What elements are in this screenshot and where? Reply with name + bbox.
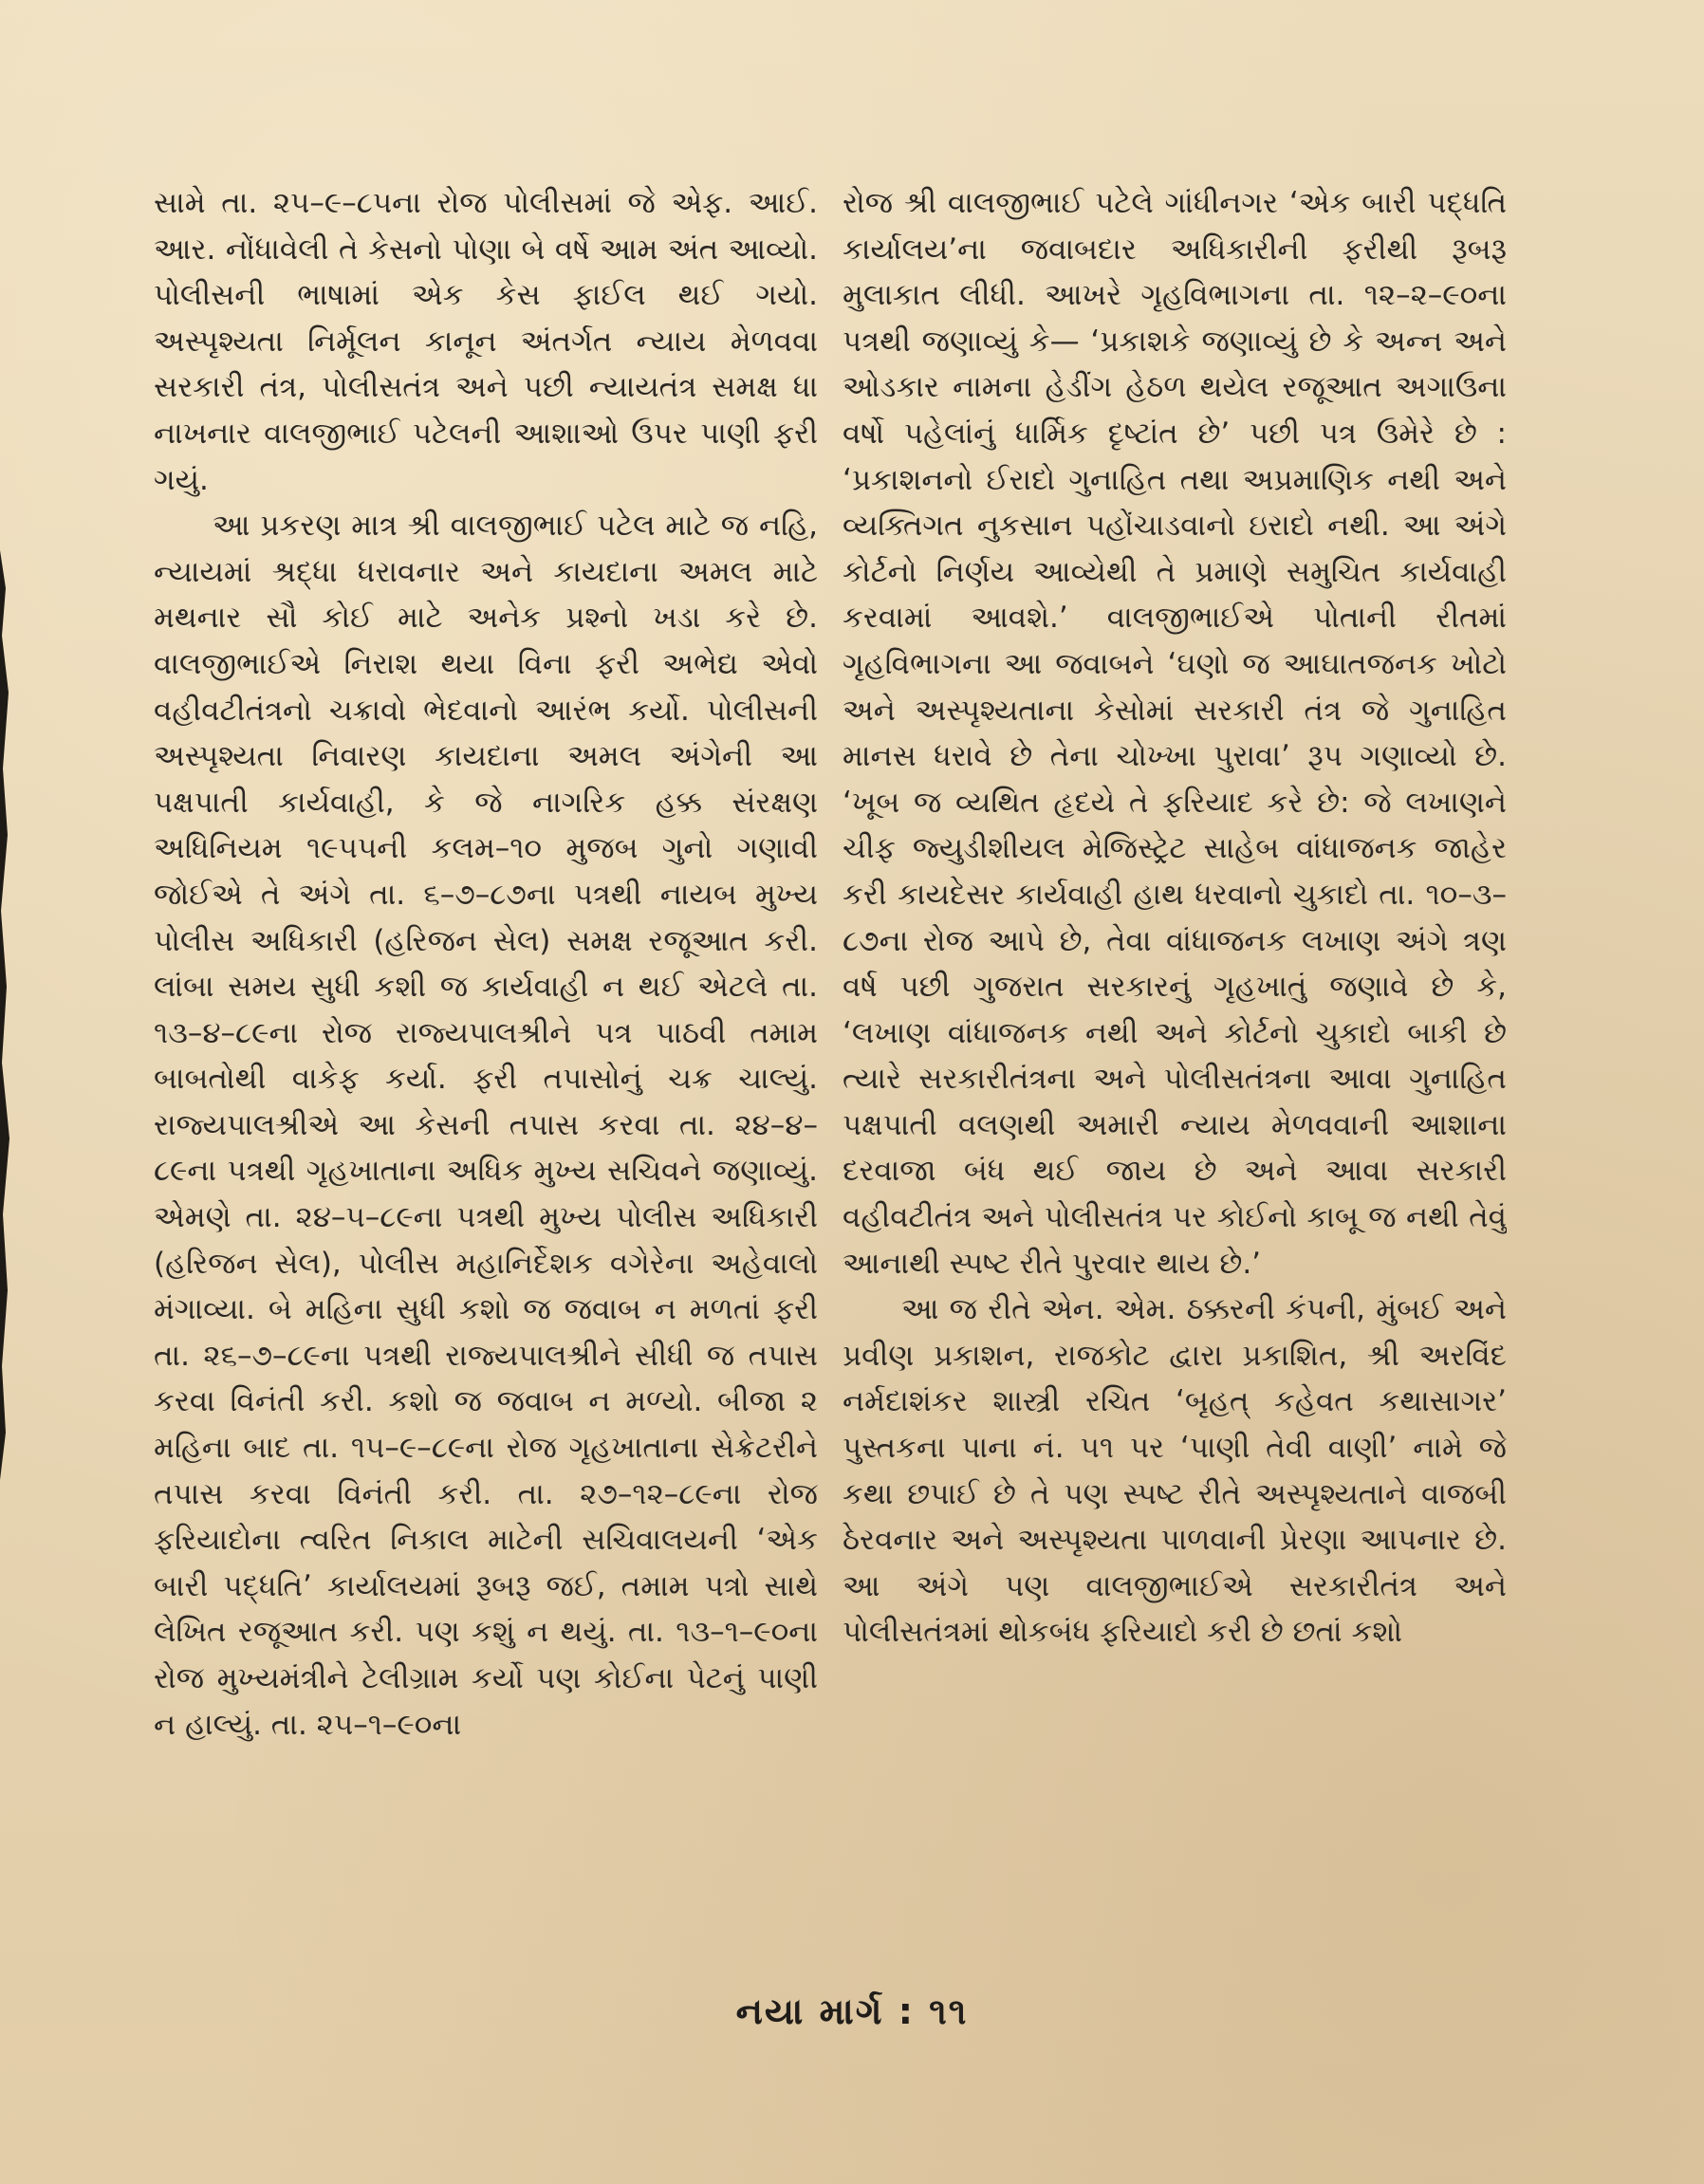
paragraph: સામે તા. ૨૫–૯–૮૫ના રોજ પોલીસમાં જે એફ. આઈ. આર. નોંધાવેલી તે કેસનો પોણા બે વર્ષે આમ અંત આવ્યો. પોલીસની ભાષામાં એક કેસ ફાઈલ થઈ ગયો. અસ્પૃશ્યતા નિર્મૂલન કાનૂન અંતર્ગત ન્યાય મેળવવા સરકારી તંત્ર, પોલીસતંત્ર અને પછી ન્યાયતંત્ર સમક્ષ ધા નાખનાર વાલજીભાઈ પટેલની આશાઓ ઉપર પાણી ફરી ગયું. [154,186,818,497]
paragraph: રોજ શ્રી વાલજીભાઈ પટેલે ગાંધીનગર ‘એક બારી પદ્ધતિ કાર્યાલય’ના જવાબદાર અધિકારીની ફરીથી રૂબરૂ મુલાકાત લીધી. આખરે ગૃહવિભાગના તા. ૧૨–૨–૯૦ના પત્રથી જણાવ્યું કે— ‘પ્રકાશકે જણાવ્યું છે કે અન્ન અને ઓડકાર નામના હેડીંગ હેઠળ થયેલ રજૂઆત અગાઉના વર્ષો પહેલાંનું ધાર્મિક દૃષ્ટાંત છે’ પછી પત્ર ઉમેરે છે : ‘પ્રકાશનનો ઈરાદો ગુનાહિત તથા અપ્રમાણિક નથી અને વ્યક્તિગત નુકસાન પહોંચાડવાનો ઇરાદો નથી. આ અંગે કોર્ટનો નિર્ણય આવ્યેથી તે પ્રમાણે સમુચિત કાર્યવાહી કરવામાં આવશે.’ વાલજીભાઈએ પોતાની રીતમાં ગૃહવિભાગના આ જવાબને ‘ઘણો જ આઘાતજનક ખોટો અને અસ્પૃશ્યતાના કેસોમાં સરકારી તંત્ર જે ગુનાહિત માનસ ધરાવે છે તેના ચોખ્ખા પુરાવા’ રૂપ ગણાવ્યો છે. ‘ખૂબ જ વ્યથિત હૃદયે તે ફરિયાદ કરે છે: જે લખાણને ચીફ જ્યુડીશીયલ મેજિસ્ટ્રેટ સાહેબ વાંધાજનક જાહેર કરી કાયદેસર કાર્યવાહી હાથ ધરવાનો ચુકાદો તા. ૧૦–૩–૮૭ના રોજ આપે છે, તેવા વાંધાજનક લખાણ અંગે ત્રણ વર્ષ પછી ગુજરાત સરકારનું ગૃહખાતું જણાવે છે કે, ‘લખાણ વાંધાજનક નથી અને કોર્ટનો ચુકાદો બાકી છે ત્યારે સરકારીતંત્રના અને પોલીસતંત્રના આવા ગુનાહિત પક્ષપાતી વલણથી અમારી ન્યાય મેળવવાની આશાના દરવાજા બંધ થઈ જાય છે અને આવા સરકારી વહીવટીતંત્ર અને પોલીસતંત્ર પર કોઈનો કાબૂ જ નથી તેવું આનાથી સ્પષ્ટ રીતે પુરવાર થાય છે.’ [843,186,1507,1281]
page-footer: નયા માર્ગ : ૧૧ [735,1990,969,2032]
torn-edge-mark [0,550,13,1480]
article-right-column [843,180,1507,1964]
paragraph: આ પ્રકરણ માત્ર શ્રી વાલજીભાઈ પટેલ માટે જ નહિ, ન્યાયમાં શ્રદ્ધા ધરાવનાર અને કાયદાના અમલ માટે મથનાર સૌ કોઈ માટે અનેક પ્રશ્નો ખડા કરે છે. વાલજીભાઈએ નિરાશ થયા વિના ફરી અભેદ્ય એવો વહીવટીતંત્રનો ચક્રાવો ભેદવાનો આરંભ કર્યો. પોલીસની અસ્પૃશ્યતા નિવારણ કાયદાના અમલ અંગેની આ પક્ષપાતી કાર્યવાહી, કે જે નાગરિક હક્ક સંરક્ષણ અધિનિયમ ૧૯૫૫ની કલમ–૧૦ મુજબ ગુનો ગણાવી જોઈએ તે અંગે તા. ૬–૭–૮૭ના પત્રથી નાયબ મુખ્ય પોલીસ અધિકારી (હરિજન સેલ) સમક્ષ રજૂઆત કરી. લાંબા સમય સુધી કશી જ કાર્યવાહી ન થઈ એટલે તા. ૧૩–૪–૮૯ના રોજ રાજ્યપાલશ્રીને પત્ર પાઠવી તમામ બાબતોથી વાકેફ કર્યા. ફરી તપાસોનું ચક્ર ચાલ્યું. રાજ્યપાલશ્રીએ આ કેસની તપાસ કરવા તા. ૨૪–૪–૮૯ના પત્રથી ગૃહખાતાના અધિક મુખ્ય સચિવને જણાવ્યું. એમણે તા. ૨૪–૫–૮૯ના પત્રથી મુખ્ય પોલીસ અધિકારી (હરિજન સેલ), પોલીસ મહાનિર્દેશક વગેરેના અહેવાલો મંગાવ્યા. બે મહિના સુધી કશો જ જવાબ ન મળતાં ફરી તા. ૨૬–૭–૮૯ના પત્રથી રાજ્યપાલશ્રીને સીધી જ તપાસ કરવા વિનંતી કરી. કશો જ જવાબ ન મળ્યો. બીજા ૨ મહિના બાદ તા. ૧૫–૯–૮૯ના રોજ ગૃહખાતાના સેક્રેટરીને તપાસ કરવા વિનંતી કરી. તા. ૨૭–૧૨–૮૯ના રોજ ફરિયાદોના ત્વરિત નિકાલ માટેની સચિવાલયની ‘એક બારી પદ્ધતિ’ કાર્યાલયમાં રૂબરૂ જઈ, તમામ પત્રો સાથે લેખિત રજૂઆત કરી. પણ કશું ન થયું. તા. ૧૩–૧–૯૦ના રોજ મુખ્યમંત્રીને ટેલીગ્રામ કર્યો પણ કોઈના પેટનું પાણી ન હાલ્યું. તા. ૨૫–૧–૯૦ના [154,509,818,1742]
article-left-column [154,180,818,1964]
paragraph: આ જ રીતે એન. એમ. ઠક્કરની કંપની, મુંબઈ અને પ્રવીણ પ્રકાશન, રાજકોટ દ્વારા પ્રકાશિત, શ્રી અરવિંદ નર્મદાશંકર શાસ્ત્રી રચિત ‘બૃહત્ કહેવત કથાસાગર’ પુસ્તકના પાના નં. ૫૧ પર ‘પાણી તેવી વાણી’ નામે જે કથા છપાઈ છે તે પણ સ્પષ્ટ રીતે અસ્પૃશ્યતાને વાજબી ઠેરવનાર અને અસ્પૃશ્યતા પાળવાની પ્રેરણા આપનાર છે. આ અંગે પણ વાલજીભાઈએ સરકારીતંત્ર અને પોલીસતંત્રમાં થોકબંધ ફરિયાદો કરી છે છતાં કશો [843,1292,1507,1650]
